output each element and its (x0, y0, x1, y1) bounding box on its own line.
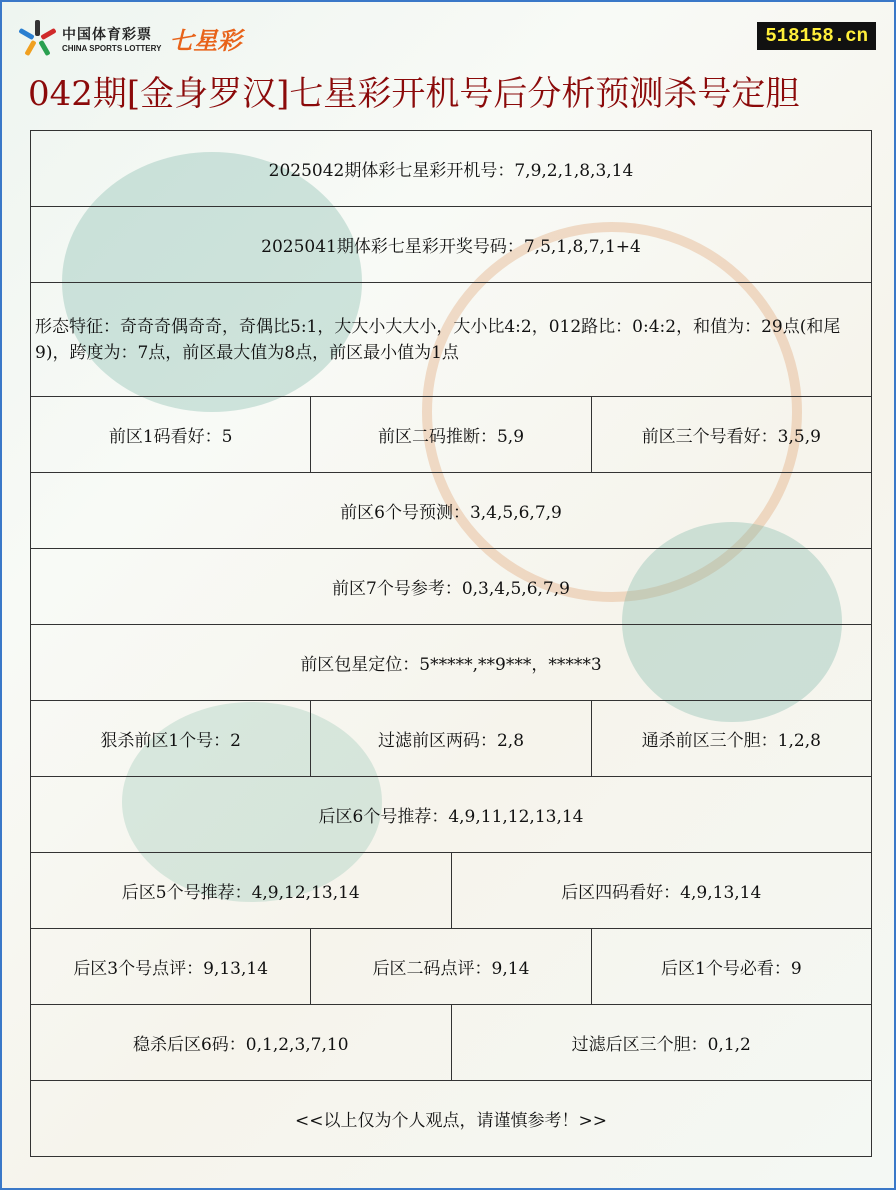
table-cell: 通杀前区三个胆：1,2,8 (641, 731, 821, 751)
china-sports-lottery-logo (20, 20, 241, 56)
table-cell: 后区四码看好：4,9,13,14 (561, 883, 762, 903)
table-cell: 前区二码推断：5,9 (311, 397, 591, 472)
table-cell: 后区5个号推荐：4,9,12,13,14 (31, 853, 452, 928)
table-cell: 后区6个号推荐：4,9,11,12,13,14 (318, 807, 584, 827)
table-cell: 后区二码点评：9,14 (311, 929, 591, 1004)
table-cell: 前区1码看好：5 (31, 397, 311, 472)
logo-cn-text: 中国体育彩票 (62, 26, 152, 43)
table-cell: 后区3个号点评：9,13,14 (31, 929, 311, 1004)
table-cell: 过滤后区三个胆：0,1,2 (571, 1035, 751, 1055)
site-badge[interactable]: 518158.cn (757, 22, 876, 50)
table-cell: 前区6个号预测：3,4,5,6,7,9 (340, 503, 562, 523)
table-cell: 2025041期体彩七星彩开奖号码：7,5,1,8,7,1+4 (261, 237, 641, 257)
disclaimer: <<以上仅为个人观点，请谨慎参考！>> (295, 1111, 607, 1131)
lottery-star-icon (20, 20, 56, 56)
table-cell: 前区包星定位：5*****,**9***，*****3 (300, 655, 602, 675)
table-cell: 形态特征：奇奇奇偶奇奇，奇偶比5:1，大大小大大小，大小比4:2，012路比：0:4:2，和值为：29点(和尾9)，跨度为：7点，前区最大值为8点，前区最小值为1点 (35, 316, 841, 363)
page-title: 042期[金身罗汉]七星彩开机号后分析预测杀号定胆 (28, 74, 800, 114)
table-cell: 前区7个号参考：0,3,4,5,6,7,9 (332, 579, 570, 599)
table-cell: 稳杀后区6码：0,1,2,3,7,10 (31, 1005, 452, 1080)
table-cell: 过滤前区两码：2,8 (311, 701, 591, 776)
logo-en-text: CHINA SPORTS LOTTERY (62, 43, 162, 53)
table-cell: 前区三个号看好：3,5,9 (641, 427, 821, 447)
analysis-table (30, 130, 872, 1157)
game-logo-text: 七星彩 (169, 26, 242, 55)
table-cell: 2025042期体彩七星彩开机号：7,9,2,1,8,3,14 (268, 161, 634, 181)
table-cell: 狠杀前区1个号：2 (31, 701, 311, 776)
table-cell: 后区1个号必看：9 (661, 959, 802, 979)
